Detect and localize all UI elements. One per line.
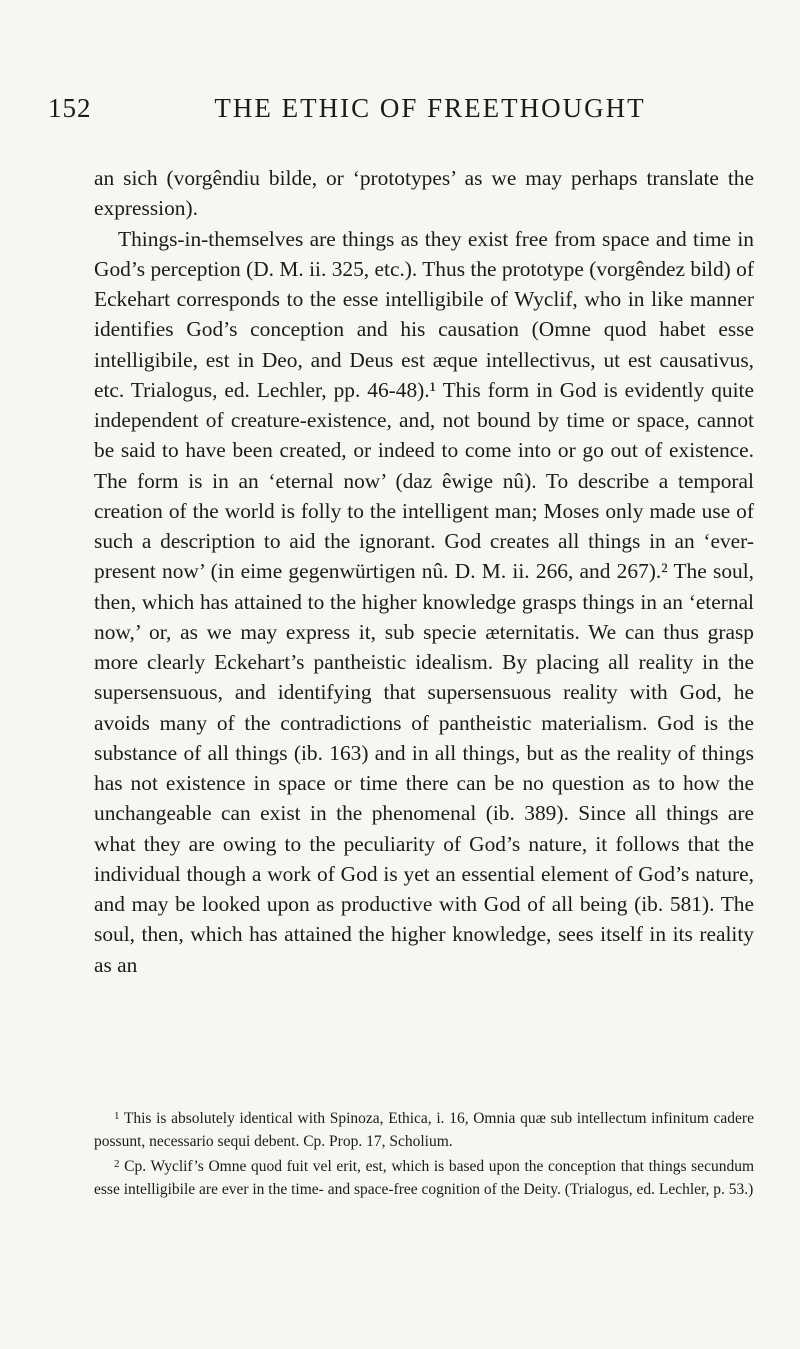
footnote-text: Cp. Wyclif’s Omne quod fuit vel erit, est, which is based upon the conception that things secundum esse intelligibile are ever in the time- and space-free cognition of the Deity. (Trialogus, ed. Lechler, p. 53.) [94,1158,755,1198]
body-text [94,163,754,980]
footnote-1 [94,1105,754,1153]
paragraph-2: Things-in-themselves are things as they exist free from space and time in God’s perception (D. M. ii. 325, etc.). Thus the prototype (vorgêndez bild) of Eckehart corresponds to the esse intelligibile of Wyclif, who in like manner identifies God’s conception and his causation (Omne quod habet esse intelligibile, est in Deo, and Deus est æque intellectivus, ut est causativus, etc. Trialogus, ed. Lechler, pp. 46-48).¹ This form in God is evidently quite independent of creature-existence, and, not bound by time or space, cannot be said to have been created, or indeed to come into or go out of existence. The form is in an ‘eternal now’ (daz êwige nû). To describe a temporal creation of the world is folly to the intelligent man; Moses only made use of such a description to aid the ignorant. God creates all things in an ‘ever-present now’ (in eime gegenwürtigen nû. D. M. ii. 266, and 267).² The soul, then, which has attained to the higher knowledge grasps things in an ‘eternal now,’ or, as we may express it, sub specie æternitatis. We can thus grasp more clearly Eckehart’s pantheistic idealism. By placing all reality in the supersensuous, and identifying that supersensuous reality with God, he avoids many of the contradictions of pantheistic materialism. God is the substance of all things (ib. 163) and in all things, but as the reality of things has not existence in space or time there can be no question as to how the unchangeable can exist in the phenomenal (ib. 389). Since all things are what they are owing to the peculiarity of God’s nature, it follows that the individual though a work of God is yet an essential element of God’s nature, and may be looked upon as productive with God of all being (ib. 581). The soul, then, which has attained the higher knowledge, sees itself in its reality as an [94,226,754,977]
running-head: THE ETHIC OF FREETHOUGHT [214,93,646,123]
footnote-mark: 1 [114,1110,120,1122]
footnote-2 [94,1153,754,1201]
page-header [0,93,800,133]
footnotes [94,1105,754,1201]
footnote-text: This is absolutely identical with Spinoza, Ethica, i. 16, Omnia quæ sub intellectum infinitum cadere possunt, necessario sequi debent. Cp. Prop. 17, Scholium. [94,1110,754,1150]
paragraph-1: an sich (vorgêndiu bilde, or ‘prototypes’ as we may perhaps translate the expression). [94,166,754,221]
page-number: 152 [48,93,92,123]
footnote-mark: 2 [114,1158,120,1170]
